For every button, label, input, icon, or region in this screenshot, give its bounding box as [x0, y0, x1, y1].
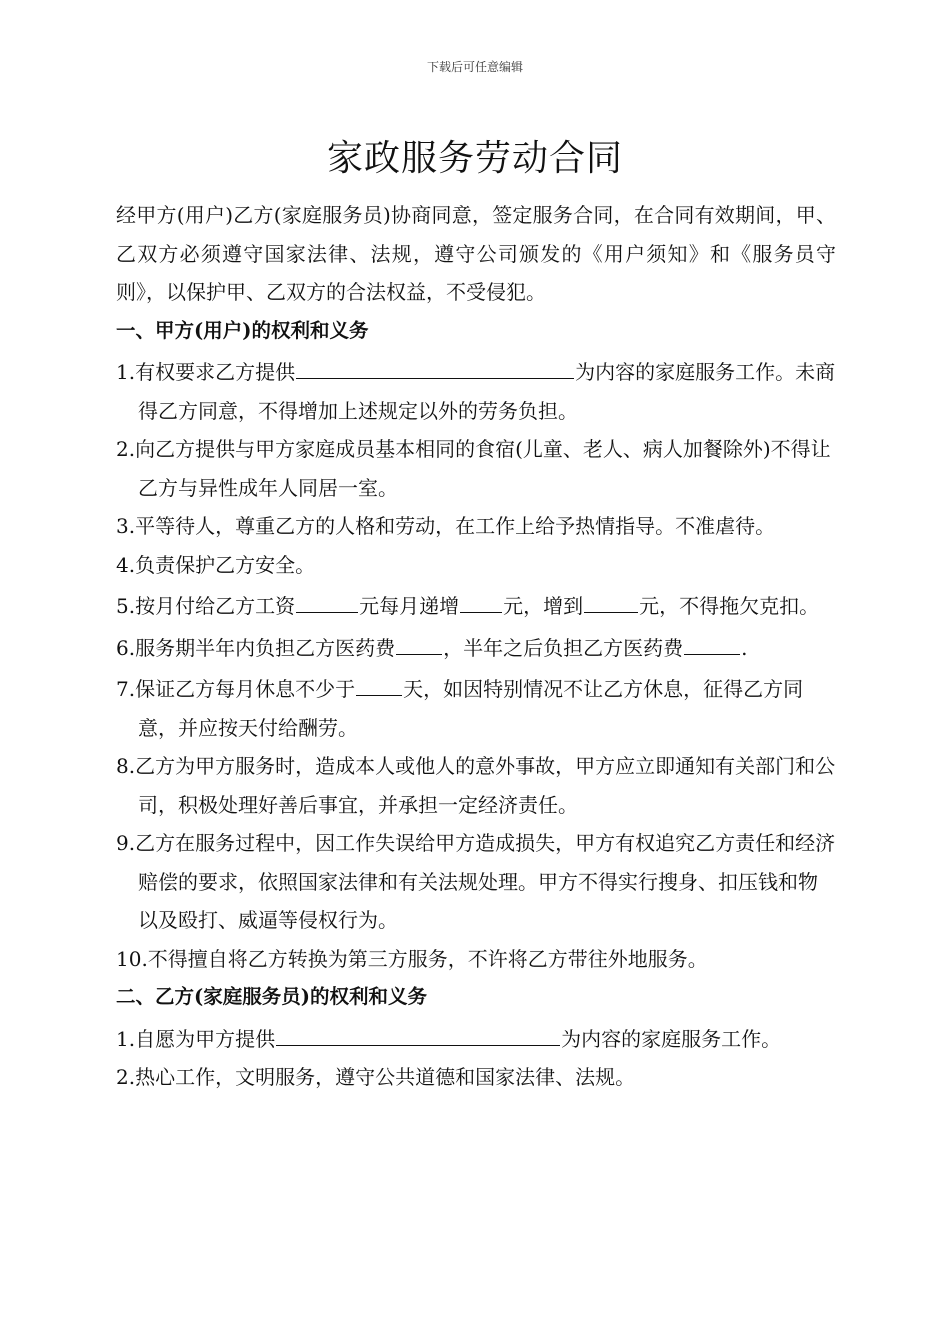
- section-heading-party-b: 二、乙方(家庭服务员)的权利和义务: [116, 985, 427, 1008]
- party-a-item-8: 8.乙方为甲方服务时，造成本人或他人的意外事故，甲方应立即通知有关部门和公司，积极处理好善后事宜，并承担一定经济责任。: [116, 754, 836, 817]
- item-text: 1.自愿为甲方提供: [116, 1026, 276, 1051]
- monthly-increase-blank[interactable]: [460, 584, 502, 613]
- party-a-item-6: [116, 626, 836, 668]
- medical-first-half-blank[interactable]: [396, 626, 442, 655]
- item-text: 为内容的家庭服务工作。未商得乙方同意，不得增加上述规定以外的劳务负担。: [138, 360, 836, 423]
- party-a-item-9: 9.乙方在服务过程中，因工作失误给甲方造成损失，甲方有权追究乙方责任和经济赔偿的要求，依照国家法律和有关法规处理。甲方不得实行搜身、扣压钱和物以及殴打、威逼等侵权行为。: [116, 831, 836, 932]
- salary-blank[interactable]: [296, 584, 358, 613]
- party-a-item-10: 10.不得擅自将乙方转换为第三方服务，不许将乙方带往外地服务。: [116, 946, 708, 971]
- medical-after-half-blank[interactable]: [684, 626, 740, 655]
- party-b-item-2: 2.热心工作，文明服务，遵守公共道德和国家法律、法规。: [116, 1065, 636, 1089]
- service-content-blank[interactable]: [296, 350, 574, 379]
- item-text: 1.有权要求乙方提供: [116, 360, 296, 384]
- section-heading-party-a: 一、甲方(用户)的权利和义务: [116, 318, 369, 342]
- party-a-item-3: 3.平等待人，尊重乙方的人格和劳动，在工作上给予热情指导。不准虐待。: [116, 514, 776, 538]
- item-text: 元，不得拖欠克扣。: [639, 594, 820, 618]
- salary-cap-blank[interactable]: [584, 584, 638, 613]
- rest-days-blank[interactable]: [356, 667, 402, 696]
- party-a-item-4: 4.负责保护乙方安全。: [116, 552, 316, 577]
- item-text: 元每月递增: [359, 594, 460, 618]
- item-text: 7.保证乙方每月休息不少于: [116, 677, 356, 701]
- party-b-item-1: [116, 1017, 836, 1059]
- service-content-blank[interactable]: [276, 1017, 560, 1046]
- intro-paragraph: 经甲方(用户)乙方(家庭服务员)协商同意，签定服务合同，在合同有效期间，甲、乙双方必须遵守国家法律、法规，遵守公司颁发的《用户须知》和《服务员守则》，以保护甲、乙双方的合法权益，不受侵犯。: [116, 203, 836, 304]
- item-text: 6.服务期半年内负担乙方医药费: [116, 635, 396, 660]
- header-note: 下载后可任意编辑: [426, 60, 523, 74]
- party-a-item-1: [116, 350, 836, 430]
- party-a-item-5: [116, 584, 836, 626]
- item-text: ，半年之后负担乙方医药费: [443, 635, 684, 660]
- item-text: 5.按月付给乙方工资: [116, 594, 296, 618]
- item-text: 为内容的家庭服务工作。: [561, 1026, 782, 1051]
- item-text: 天，如因特别情况不让乙方休息，征得乙方同意，并应按天付给酬劳。: [138, 677, 804, 740]
- item-text: .: [741, 635, 748, 660]
- party-a-item-7: [116, 667, 836, 747]
- document-title: 家政服务劳动合同: [326, 138, 623, 179]
- party-a-item-2: 2.向乙方提供与甲方家庭成员基本相同的食宿(儿童、老人、病人加餐除外)不得让乙方与异性成年人同居一室。: [116, 437, 831, 500]
- item-text: 元，增到: [503, 594, 584, 618]
- contract-body: [116, 196, 836, 1097]
